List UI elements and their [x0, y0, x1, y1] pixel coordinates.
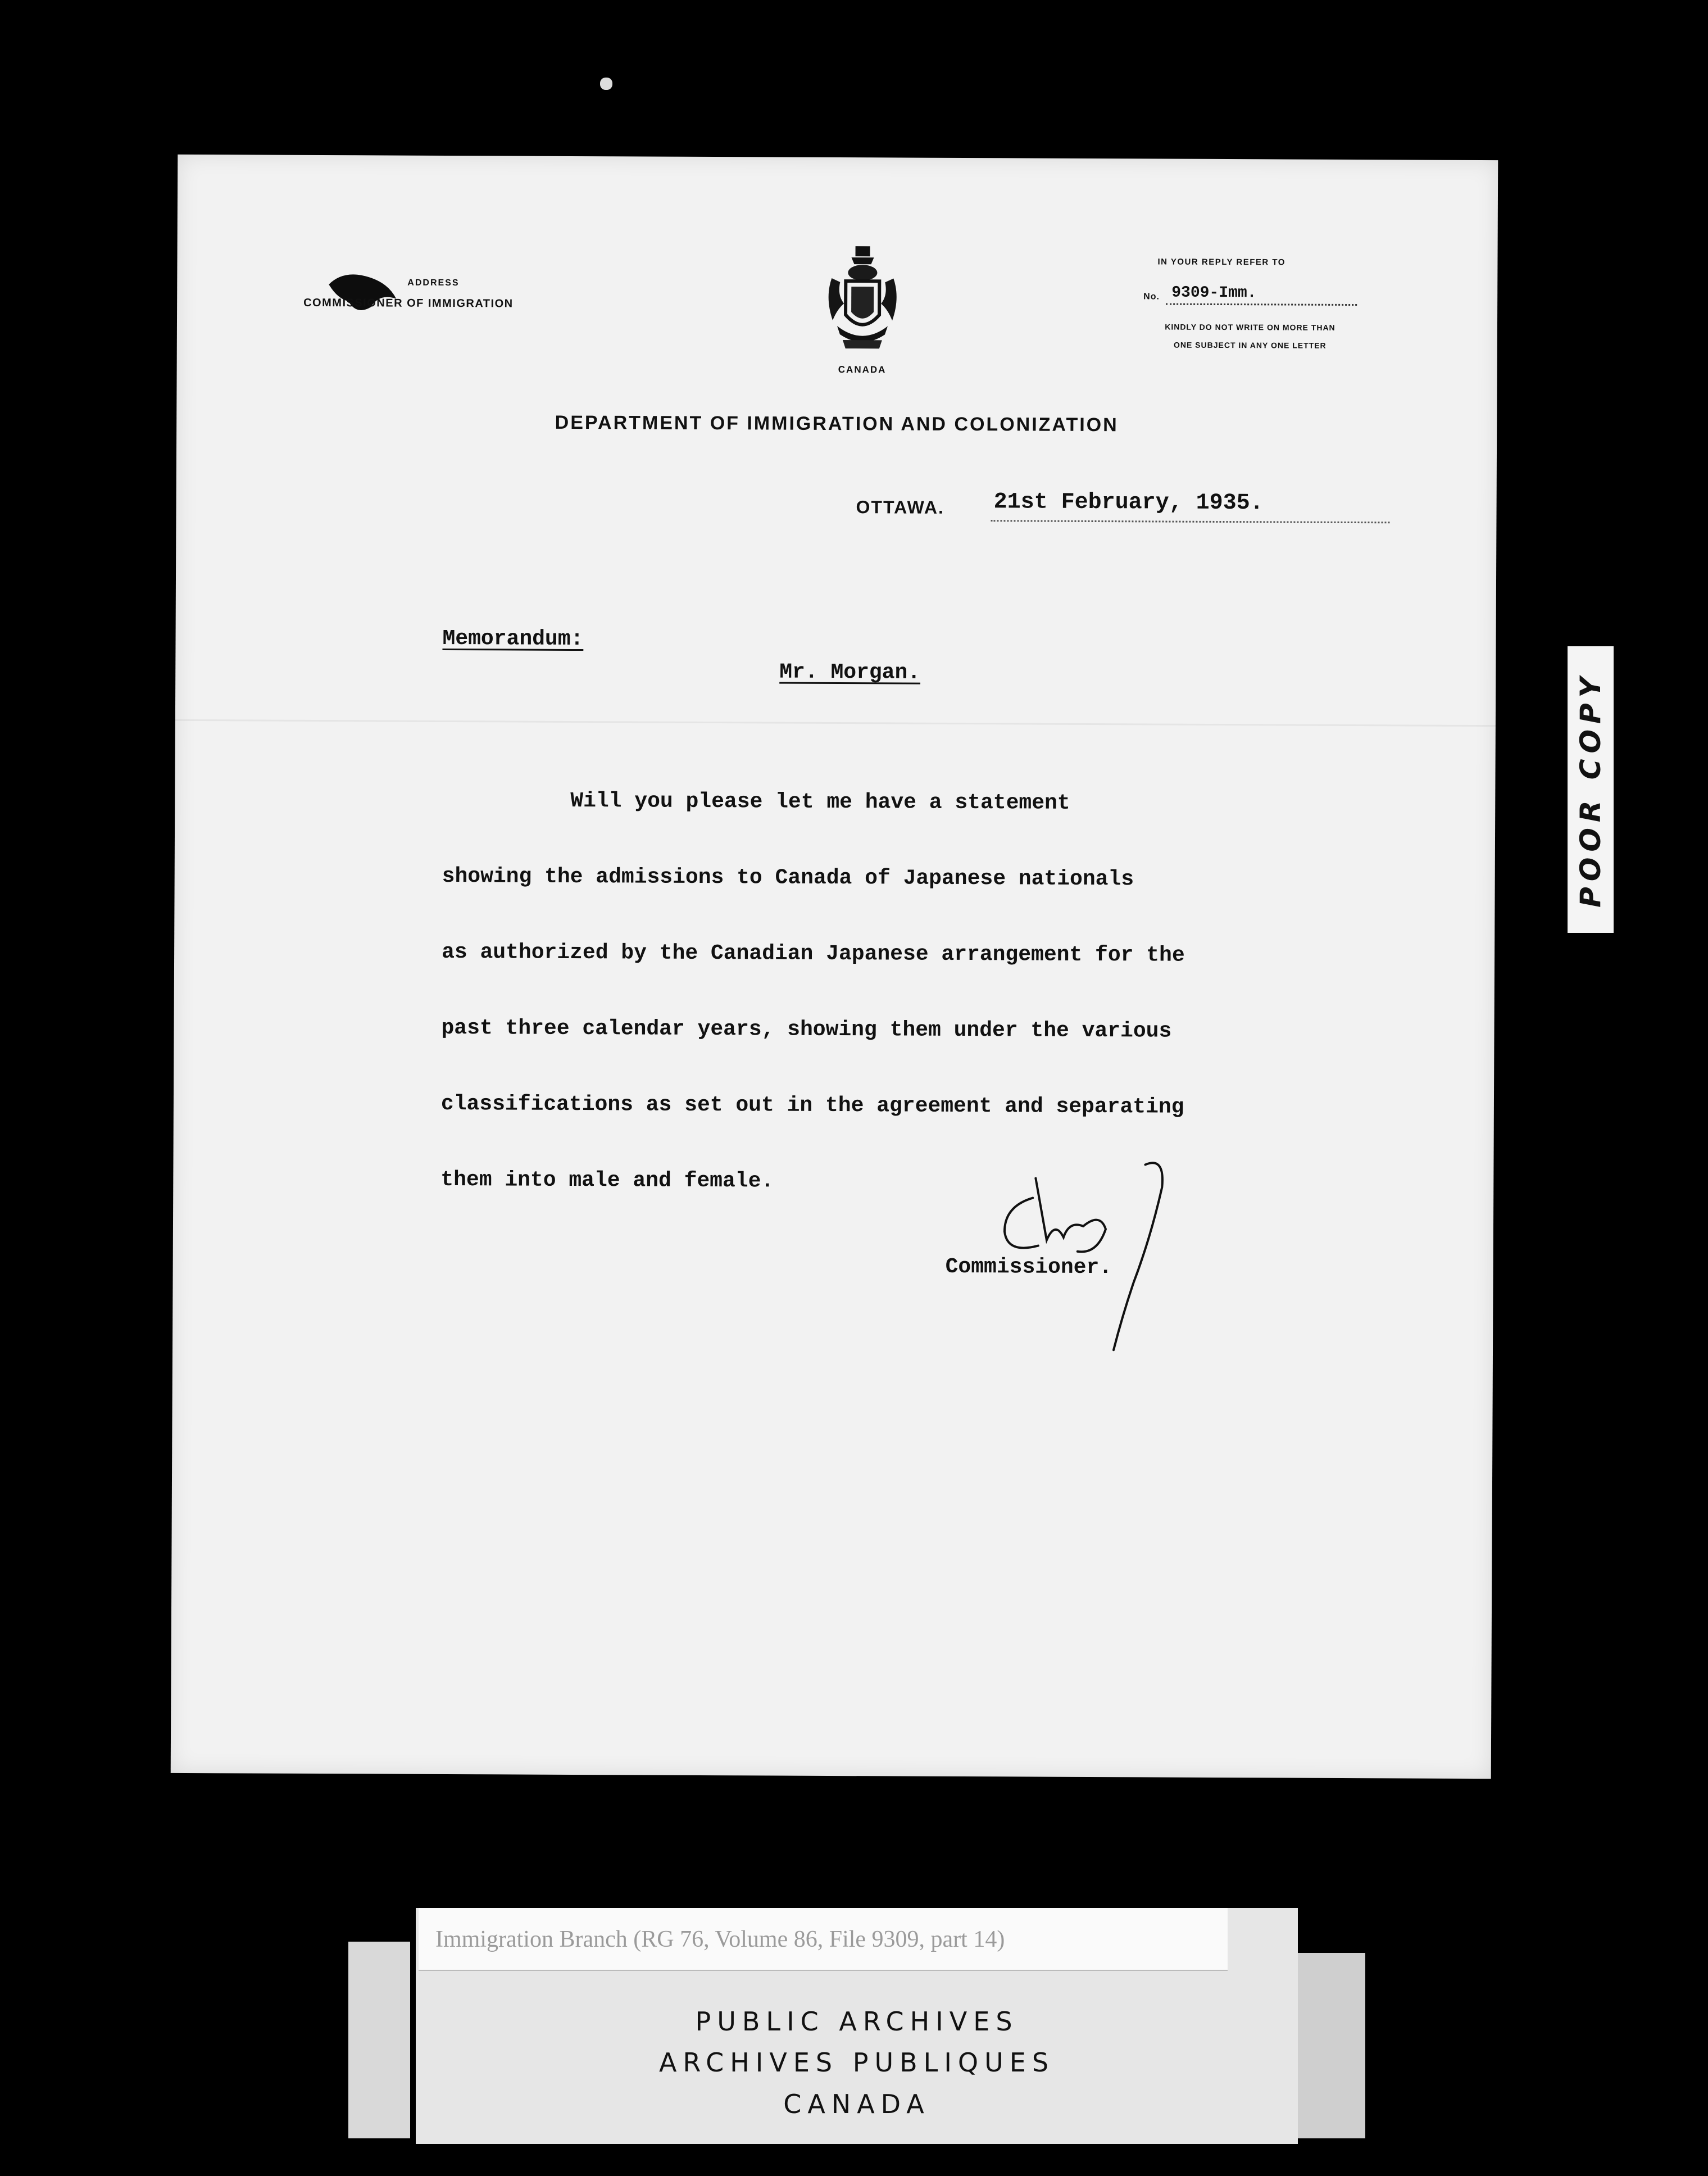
poor-copy-stamp — [1568, 646, 1614, 933]
department-heading: DEPARTMENT OF IMMIGRATION AND COLONIZATION — [555, 411, 1119, 436]
memo-label: Memorandum: — [442, 626, 584, 652]
ink-smudge-icon — [326, 268, 399, 319]
coat-of-arms — [806, 242, 919, 383]
address-label: ADDRESS — [407, 278, 460, 288]
memo-addressee: Mr. Morgan. — [779, 660, 921, 685]
date-dotted-line — [991, 520, 1389, 523]
reply-heading: IN YOUR REPLY REFER TO — [1157, 257, 1286, 268]
date-city: OTTAWA. — [856, 497, 945, 518]
memo-body-line: them into male and female. — [440, 1167, 774, 1194]
reply-no-dotted-line — [1166, 303, 1357, 306]
archive-line-3: CANADA — [783, 2089, 930, 2119]
country-label: CANADA — [838, 364, 887, 375]
dust-speck — [600, 78, 612, 90]
archive-label — [348, 1908, 1365, 2144]
reply-number-row — [1143, 284, 1357, 307]
date-value: 21st February, 1935. — [993, 489, 1264, 516]
memo-body-line: as authorized by the Canadian Japanese arrangement for the — [442, 940, 1185, 968]
archive-tab-left — [348, 1942, 410, 2138]
archive-reference: Immigration Branch (RG 76, Volume 86, File 9309, part 14) — [435, 1926, 1005, 1952]
reply-no-value: 9309-Imm. — [1171, 284, 1257, 302]
dateline — [856, 489, 1389, 525]
reply-note — [1132, 318, 1368, 355]
memo-body-line: classifications as set out in the agreement and separating — [440, 1091, 1184, 1119]
reply-note-line-2: ONE SUBJECT IN ANY ONE LETTER — [1173, 340, 1327, 350]
memo-body-line: Will you please let me have a statement — [442, 788, 1070, 815]
archive-line-1: PUBLIC ARCHIVES — [695, 2006, 1019, 2037]
memo-body-line: showing the admissions to Canada of Japanese nationals — [442, 864, 1134, 892]
archive-reference-strip — [419, 1908, 1228, 1971]
memo-body — [440, 737, 1398, 1247]
signature-title: Commissioner. — [945, 1254, 1112, 1280]
memo-body-line: past three calendar years, showing them under the various — [441, 1016, 1172, 1044]
archive-tab-right — [1298, 1953, 1365, 2138]
reply-note-line-1: KINDLY DO NOT WRITE ON MORE THAN — [1165, 322, 1335, 332]
archive-line-2: ARCHIVES PUBLIQUES — [658, 2047, 1055, 2078]
address-line: COMMISSIONER OF IMMIGRATION — [303, 296, 514, 310]
page-fold-line — [175, 719, 1496, 727]
document-page — [171, 155, 1498, 1779]
crest-icon — [820, 242, 905, 355]
address-block — [303, 268, 596, 310]
reply-reference-block — [1133, 257, 1369, 350]
poor-copy-text: POOR COPY — [1574, 672, 1607, 908]
reply-no-label: No. — [1143, 292, 1160, 302]
